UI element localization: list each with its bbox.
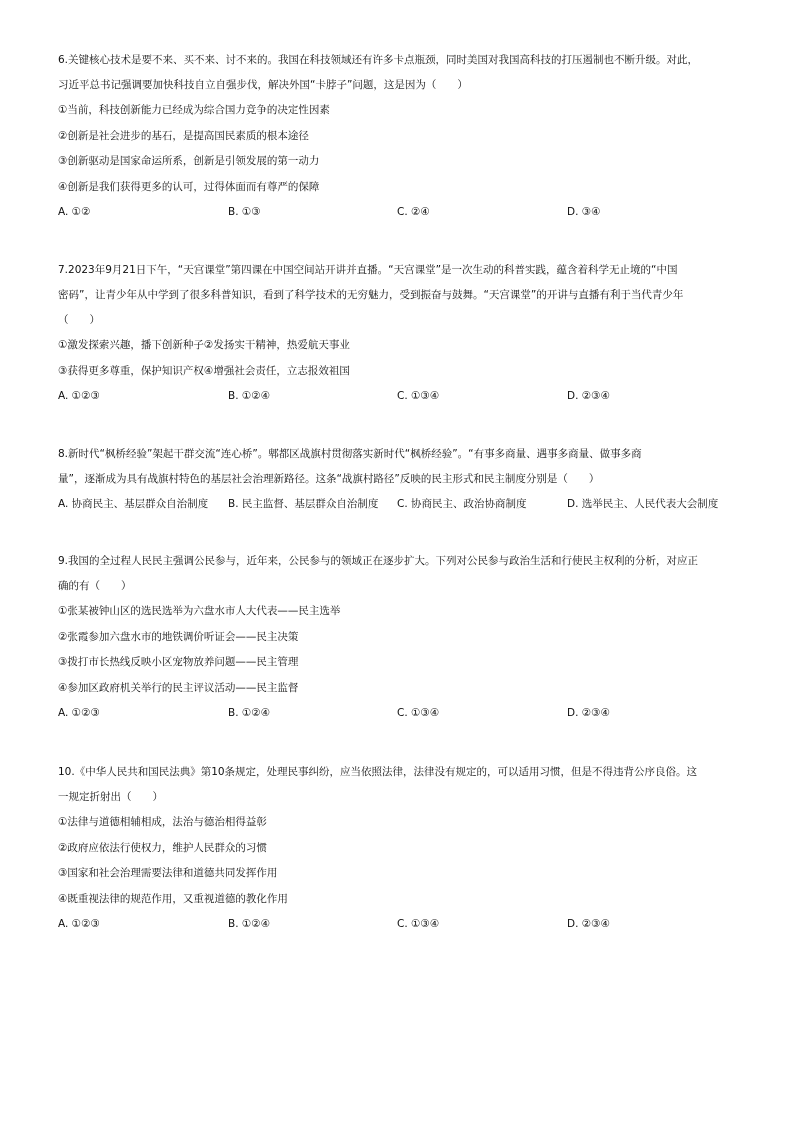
question-stem-line: 密码”，让青少年从中学到了很多科普知识，看到了科学技术的无穷魅力，受到振奋与鼓舞。“天宫课堂”的开讲与直播有利于当代青少年 xyxy=(58,289,684,301)
question-stem-line: 6.关键核心技术是要不来、买不来、讨不来的。我国在科技领域还有许多卡点瓶颈，同时美国对我国高科技的打压遏制也不断升级。对此， xyxy=(58,54,699,66)
option-b: B. 民主监督、基层群众自治制度 xyxy=(228,498,379,510)
option-c: C. ①③④ xyxy=(397,918,440,930)
option-d: D. ②③④ xyxy=(567,918,610,930)
option-c: C. ①③④ xyxy=(397,390,440,402)
answer-options xyxy=(58,912,742,937)
question-10 xyxy=(58,760,742,937)
question-stem-line: 量”，逐渐成为具有战旗村特色的基层社会治理新路径。这条“战旗村路径”反映的民主形式和民主制度分别是（ ） xyxy=(58,473,600,485)
option-c: C. ①③④ xyxy=(397,707,440,719)
statement-3: ③创新驱动是国家命运所系，创新是引领发展的第一动力 xyxy=(58,155,320,167)
option-d: D. ②③④ xyxy=(567,707,610,719)
statement-3: ③拨打市长热线反映小区宠物放养问题——民主管理 xyxy=(58,656,299,668)
answer-options xyxy=(58,492,742,517)
option-b: B. ①②④ xyxy=(228,918,271,930)
option-b: B. ①②④ xyxy=(228,390,271,402)
question-7 xyxy=(58,258,742,409)
statement-1: ①激发探索兴趣，播下创新种子②发扬实干精神，热爱航天事业 xyxy=(58,339,350,351)
option-c: C. 协商民主、政治协商制度 xyxy=(397,498,527,510)
statement-4: ④创新是我们获得更多的认可，过得体面而有尊严的保障 xyxy=(58,180,320,193)
statement-2: ②创新是社会进步的基石，是提高国民素质的根本途径 xyxy=(58,129,309,142)
question-9 xyxy=(58,549,742,726)
question-stem-line: 习近平总书记强调要加快科技自立自强步伐，解决外国“卡脖子”问题，这是因为（ ） xyxy=(58,79,468,91)
option-d: D. ③④ xyxy=(567,206,601,218)
option-c: C. ②④ xyxy=(397,206,430,218)
option-d: D. ②③④ xyxy=(567,390,610,402)
option-a: A. ①②③ xyxy=(58,918,100,930)
question-6 xyxy=(58,48,742,225)
statement-3: ③国家和社会治理需要法律和道德共同发挥作用 xyxy=(58,867,278,879)
option-a: A. 协商民主、基层群众自治制度 xyxy=(58,498,209,510)
statement-1: ①当前，科技创新能力已经成为综合国力竞争的决定性因素 xyxy=(58,104,330,116)
question-stem-line: 确的有（ ） xyxy=(58,580,132,592)
option-a: A. ①②③ xyxy=(58,707,100,719)
question-stem-line: 7.2023年9月21日下午，“天宫课堂”第四课在中国空间站开讲并直播。“天宫课堂”是一次生动的科普实践，蕴含着科学无止境的“中国 xyxy=(58,264,678,276)
statement-4: ④参加区政府机关举行的民主评议活动——民主监督 xyxy=(58,681,299,694)
question-stem-line: 8.新时代“枫桥经验”架起干群交流“连心桥”。郫都区战旗村贯彻落实新时代“枫桥经验”。“有事多商量、遇事多商量、做事多商 xyxy=(58,448,642,460)
question-8 xyxy=(58,442,742,517)
statement-4: ④既重视法律的规范作用，又重视道德的教化作用 xyxy=(58,892,288,905)
option-a: A. ①② xyxy=(58,206,91,218)
answer-options xyxy=(58,701,742,726)
statement-2: ③获得更多尊重，保护知识产权④增强社会责任，立志报效祖国 xyxy=(58,364,350,377)
question-stem-line: 一规定折射出（ ） xyxy=(58,791,163,803)
question-stem-line: （ ） xyxy=(58,314,100,326)
option-a: A. ①②③ xyxy=(58,390,100,402)
option-b: B. ①③ xyxy=(228,206,261,218)
statement-1: ①张某被钟山区的选民选举为六盘水市人大代表——民主选举 xyxy=(58,605,341,617)
statement-2: ②政府应依法行使权力，维护人民群众的习惯 xyxy=(58,841,267,854)
answer-options xyxy=(58,384,742,409)
statement-2: ②张霞参加六盘水市的地铁调价听证会——民主决策 xyxy=(58,630,299,643)
question-stem-line: 9.我国的全过程人民民主强调公民参与，近年来，公民参与的领域正在逐步扩大。下列对公民参与政治生活和行使民主权利的分析，对应正 xyxy=(58,555,699,567)
statement-1: ①法律与道德相辅相成，法治与德治相得益彰 xyxy=(58,816,267,828)
option-b: B. ①②④ xyxy=(228,707,271,719)
option-d: D. 选举民主、人民代表大会制度 xyxy=(567,498,719,510)
answer-options xyxy=(58,200,742,225)
question-stem-line: 10.《中华人民共和国民法典》第10条规定，处理民事纠纷，应当依照法律，法律没有规定的，可以适用习惯，但是不得违背公序良俗。这 xyxy=(58,766,698,778)
